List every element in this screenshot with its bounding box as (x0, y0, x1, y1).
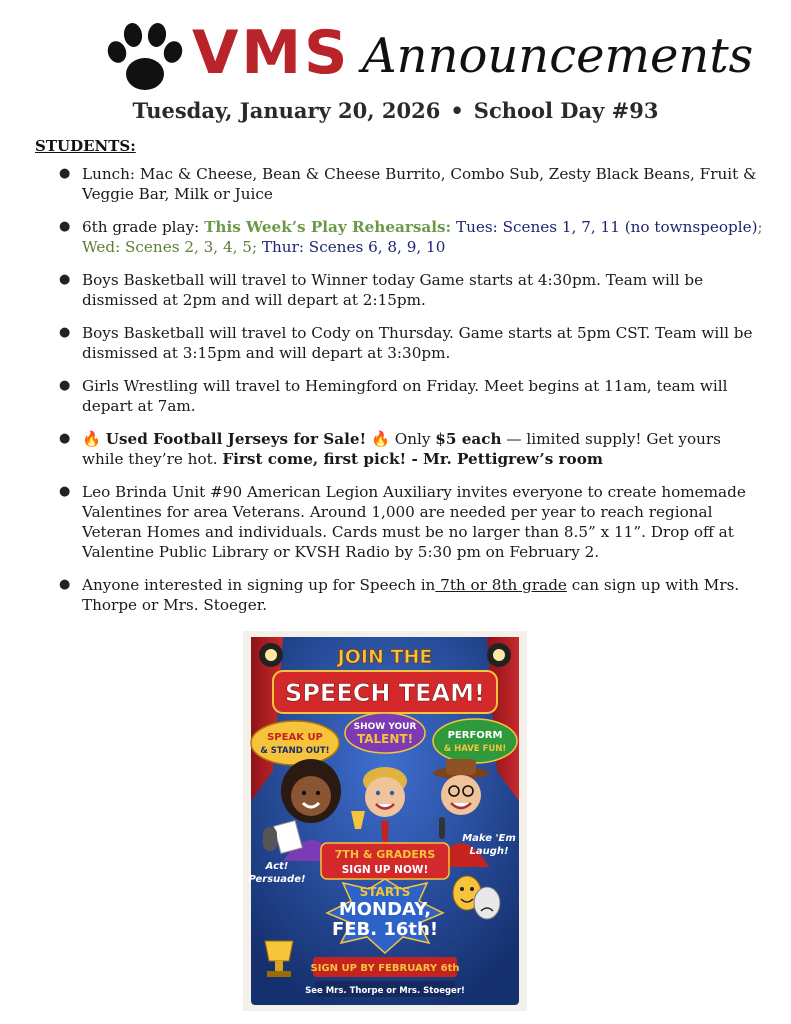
speech-grades: 7th or 8th grade (435, 576, 567, 594)
poster-date: FEB. 16th! (331, 919, 439, 940)
lunch-text: Lunch: Mac & Cheese, Bean & Cheese Burrito, Combo Sub, Zesty Black Beans, Fruit & Veggie Bar, Milk or Juice (82, 165, 757, 203)
page-title: Announcements (362, 28, 754, 84)
list-item-play (60, 217, 765, 257)
list-item-boys-cody (60, 323, 765, 363)
play-wed: Wed: Scenes 2, 3, 4, 5 (82, 238, 252, 256)
poster-laugh: Laugh! (469, 846, 509, 857)
bubble-right-line1: PERFORM (447, 730, 503, 741)
poster-starts: STARTS (359, 885, 411, 899)
bubble-speak-up (251, 721, 339, 765)
date: Tuesday, January 20, 2026 (132, 98, 441, 123)
play-separator: ; (251, 238, 262, 256)
jerseys-closing: First come, first pick! - Mr. Pettigrew’s room (222, 450, 603, 468)
poster-persuade: Persuade! (248, 874, 306, 885)
bubble-mid-line2: TALENT! (356, 732, 414, 746)
bubble-right-line2: & HAVE FUN! (443, 744, 507, 754)
bubble-left-line2: & STAND OUT! (260, 746, 330, 756)
bubble-mid-line1: SHOW YOUR (353, 722, 417, 732)
jerseys-price: $5 each (435, 430, 502, 448)
microphone-left-icon (263, 827, 277, 851)
poster-signup-by: SIGN UP BY FEBRUARY 6th (310, 963, 460, 974)
logo-text: VMS (192, 18, 351, 88)
list-item-lunch (60, 164, 765, 204)
list-item-jerseys (60, 429, 765, 469)
section-heading-students: STUDENTS: (35, 137, 136, 155)
poster-sign-up-now: SIGN UP NOW! (341, 864, 429, 876)
poster-see: See Mrs. Thorpe or Mrs. Stoeger! (305, 986, 465, 996)
play-heading: This Week’s Play Rehearsals: (204, 218, 452, 236)
school-day: School Day #93 (473, 98, 659, 123)
poster-team: SPEECH TEAM! (285, 679, 485, 707)
boys-cody-text: Boys Basketball will travel to Cody on Thursday. Game starts at 5pm CST. Team will be dismissed at 3:15pm and will depart at 3:30pm. (82, 324, 753, 362)
poster-graders: 7TH & GRADERS (334, 848, 436, 861)
play-prefix: 6th grade play: (82, 218, 205, 236)
fire-icon: 🔥 (82, 430, 101, 448)
jerseys-text: — limited supply! Get yours while they’re hot. (82, 430, 721, 468)
list-item-girls-wrestling (60, 376, 765, 416)
poster-make-em: Make 'Em (462, 833, 516, 844)
speech-contact: can sign up with Mrs. Thorpe or Mrs. Stoeger. (82, 576, 740, 614)
bubble-perform (433, 719, 517, 763)
girls-wrestling-text: Girls Wrestling will travel to Hemingford on Friday. Meet begins at 11am, team will depart at 7am. (82, 377, 728, 415)
play-separator: ; (757, 218, 763, 236)
fire-icon: 🔥 (371, 430, 390, 448)
list-item-legion (60, 482, 765, 562)
poster-monday: MONDAY, (338, 899, 432, 920)
play-tues: Tues: Scenes 1, 7, 11 (no townspeople) (451, 218, 758, 236)
legion-deadline: Radio by 5:30 pm on February 2. (345, 543, 600, 561)
speech-team-poster (243, 631, 527, 1011)
bubble-left-line1: SPEAK UP (267, 732, 323, 743)
poster-act: Act! (265, 861, 289, 872)
play-thur: Thur: Scenes 6, 8, 9, 10 (261, 238, 446, 256)
poster-join: JOIN THE (337, 646, 433, 668)
jerseys-only: Only (389, 430, 436, 448)
paw-print-icon (106, 22, 184, 96)
list-item-speech (60, 575, 765, 615)
date-separator: • (450, 98, 464, 123)
spotlight-right-lens (493, 649, 505, 661)
date-line (0, 98, 791, 123)
list-item-boys-winner (60, 270, 765, 310)
speech-text: Anyone interested in signing up for Speech in (82, 576, 436, 594)
header (0, 14, 791, 92)
jerseys-heading: Used Football Jerseys for Sale! (105, 430, 367, 448)
legion-text: Leo Brinda Unit #90 American Legion Auxiliary invites everyone to create homemade Valentines for area Veterans. Around 1,000 are needed per year to reach regional Veteran Homes and individuals. Cards must be no larger than 8.5” x 11”. Drop off at Valentine Public Library or KVSH (82, 483, 746, 561)
announcement-list (60, 164, 765, 615)
boys-winner-text: Boys Basketball will travel to Winner today Game starts at 4:30pm. Team will be dismissed at 2pm and will depart at 2:15pm. (82, 271, 704, 309)
spotlight-left-lens (265, 649, 277, 661)
trophy-icon (265, 941, 293, 977)
